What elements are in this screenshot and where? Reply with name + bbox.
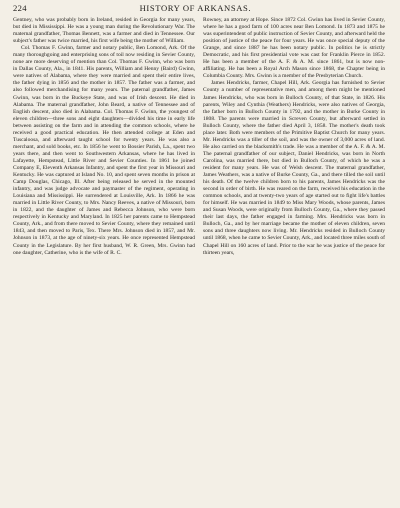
paragraph: James Hendricks, farmer, Chapel Hill, Ark. Georgia has furnished to Sevier County a number of representative men, and among them might be mentioned James Hendricks, who was born in Bulloch County, of that State, in 1826. His parents, Wiley and Cynthia (Weathers) Hendricks, were also natives of Georgia, the father born in Bulloch County in 1792, and the mother in Burke County in 1808. The parents were married in Screven County, but afterward settled in Bulloch County, where the father died April 3, 1858. The mother's death took place later. Both were members of the Primitive Baptist Church for many years. Mr. Hendricks was a tiller of the soil, and was the owner of 3,000 acres of land. He also carried on the blacksmith's trade. He was a member of the A. F. & A. M. The paternal grandfather of our subject, Daniel Hendricks, was born in North Carolina, was married there, but died in Bulloch County, of which he was a resident for many years. He was of Welsh descent. The maternal grandfather, James Weathers, was a native of Burke County, Ga., and there tilled the soil until his death. Of the twelve children born to his parents, James Hendricks was the second in order of birth. He was reared on the farm, received his education in the common schools, and at twenty-two years of age started out to fight life's battles for himself. He was married in 1849 to Miss Mary Woods, whose parents, James and Susan Woods, were originally from Bulloch County, Ga., where they passed their last days, the father engaged in farming. Mrs. Hendricks was born in Bulloch, Ga., and by her marriage became the mother of eleven children, seven sons and three daughters now living. Mr. Hendricks resided in Bulloch County until 1868, when he came to Sevier County, Ark., and located three miles south of Chapel Hill on 160 acres of land. Prior to the war he was justice of the peace for thirteen years, — [203, 80, 385, 256]
paragraph: Gentney, who was probably born in Ireland, resided in Georgia for many years, but died in Mississippi. He was a young man during the Revolutionary War. The maternal grandfather, Thomas Bennett, was a farmer and died in Tennessee. Our subject's father was twice married, his first wife being the mother of William. — [13, 17, 195, 45]
text-columns — [13, 17, 386, 257]
right-column — [203, 17, 385, 257]
left-column — [13, 17, 195, 257]
page-number: 224 — [13, 3, 27, 13]
paragraph: Col. Thomas F. Gwinn, farmer and notary public, Ben Lomond, Ark. Of the many thoroughgoing and enterprising sons of toil now residing in Sevier County, none are more deserving of mention than Col. Thomas F. Gwinn, who was born in Dallas County, Ala., in 1841. His parents, William and Henny (Baird) Gwinn, were natives of Alabama, where they were married and spent their entire lives, the father dying in 1856 and the mother in 1857. The father was a farmer, and also followed merchandising for many years. The paternal grandfather, James Gwinn, was born in the Buckeye State, and was of Irish descent. He died in Alabama. The maternal grandfather, John Beard, a native of Tennessee and of English descent, also died in Alabama. Col. Thomas F. Gwinn, the youngest of eleven children—three sons and eight daughters—divided his time in early life between assisting on the farm and in attending the common schools, where he received a good practical education. He then attended college at Eden and Tuscaloosa, and afterward taught school for twenty years. He was also a merchant, and sold books, etc. In 1856 he went to Bossier Parish, La., spent two years there, and then went to Southwestern Arkansas, where he has lived in Lafayette, Hempstead, Little River and Sevier Counties. In 1861 he joined Company E, Eleventh Arkansas Infantry, and spent the first year in Missouri and Kentucky. He was captured at Island No. 10, and spent seven months in prison at Camp Douglas, Chicago, Ill. After being released he served in the mounted infantry, and was judge advocate and paymaster of the regiment, operating in Louisiana and Mississippi. He surrendered at Louisville, Ark. In 1866 he was married in Little River County, to Mrs. Nancy Reeves, a native of Missouri, born in 1822, and the daughter of James and Rebecca Johnson, who were born respectively in Kentucky and Maryland. In 1825 her parents came to Hempstead County, Ark., and from there moved to Sevier County, where they remained until 1843, and then moved to Paris, Tex. There Mrs. Johnson died in 1857, and Mr. Johnson in 1873, at the age of ninety-six years. He once represented Hempstead County in the Legislature. By her first husband, W. R. Green, Mrs. Gwinn had one daughter, Catherine, who is the wife of R. C. — [13, 45, 195, 256]
running-title: HISTORY OF ARKANSAS. — [139, 3, 252, 13]
paragraph: Rowney, an attorney at Hope. Since 1872 Col. Gwinn has lived in Sevier County, where he has a good farm of 100 acres near Ben Lomond. In 1873 and 1875 he was superintendent of public instruction of Sevier County, and afterward held the position of justice of the peace for four years. He was once special deputy of the Grange, and since 1887 he has been notary public. In politics he is strictly Democratic, and his first presidential vote was cast for Franklin Pierce in 1852. He has been a member of the A. F. & A. M. since 1861, but is now non-affiliating. He has been a Royal Arch Mason since 1868, the Chapter being in Columbia County. Mrs. Gwinn is a member of the Presbyterian Church. — [203, 17, 385, 80]
